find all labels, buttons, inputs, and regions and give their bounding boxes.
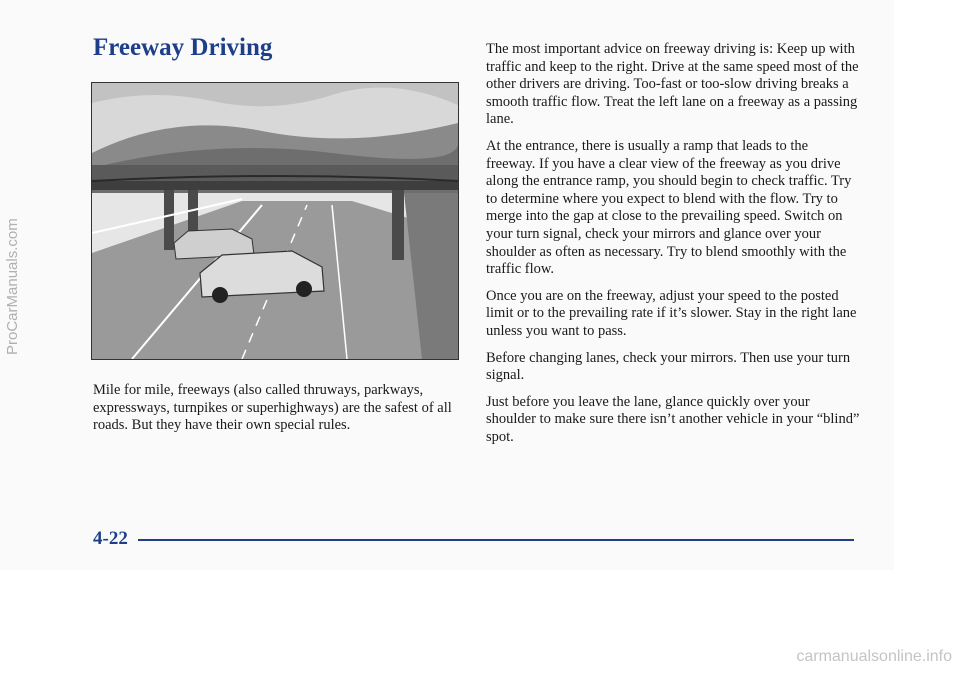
freeway-illustration (91, 82, 459, 360)
page-number: 4-22 (93, 528, 128, 549)
paragraph-on-freeway: Once you are on the freeway, adjust your speed to the posted limit or to the prevailing rate if it’s slower. Stay in the right lane unless you want to pass. (486, 287, 857, 339)
intro-paragraph: Mile for mile, freeways (also called thruways, parkways, expressways, turnpikes or superhighways) are the safest of all roads. But they have their own special rules. (93, 382, 452, 434)
side-watermark: ProCarManuals.com (4, 218, 21, 355)
page-title: Freeway Driving (93, 34, 273, 61)
paragraph-advice: The most important advice on freeway driving is: Keep up with traffic and keep to the right. Drive at the same speed most of the other drivers are driving. Too-fast or too-slow driving breaks a smooth traffic flow. Treat the left lane on a freeway as a passing lane. (486, 41, 859, 128)
paragraph-entrance: At the entrance, there is usually a ramp that leads to the freeway. If you have a clear view of the freeway as you drive along the entrance ramp, you should begin to check traffic. Try to determine where you expect to blend with the flow. Try to merge into the gap at close to the prevailing speed. Switch on your turn signal, check your mirrors and glance over your shoulder as often as necessary. Try to blend smoothly with the traffic flow. (486, 137, 852, 278)
footer-rule (138, 539, 854, 541)
paragraph-blind-spot: Just before you leave the lane, glance quickly over your shoulder to make sure there isn’t another vehicle in your “blind” spot. (486, 393, 860, 445)
right-column (486, 41, 860, 455)
bottom-watermark[interactable]: carmanualsonline.info (796, 648, 952, 665)
freeway-overpass-illustration-icon (92, 83, 458, 359)
paragraph-changing-lanes: Before changing lanes, check your mirrors. Then use your turn signal. (486, 349, 851, 384)
